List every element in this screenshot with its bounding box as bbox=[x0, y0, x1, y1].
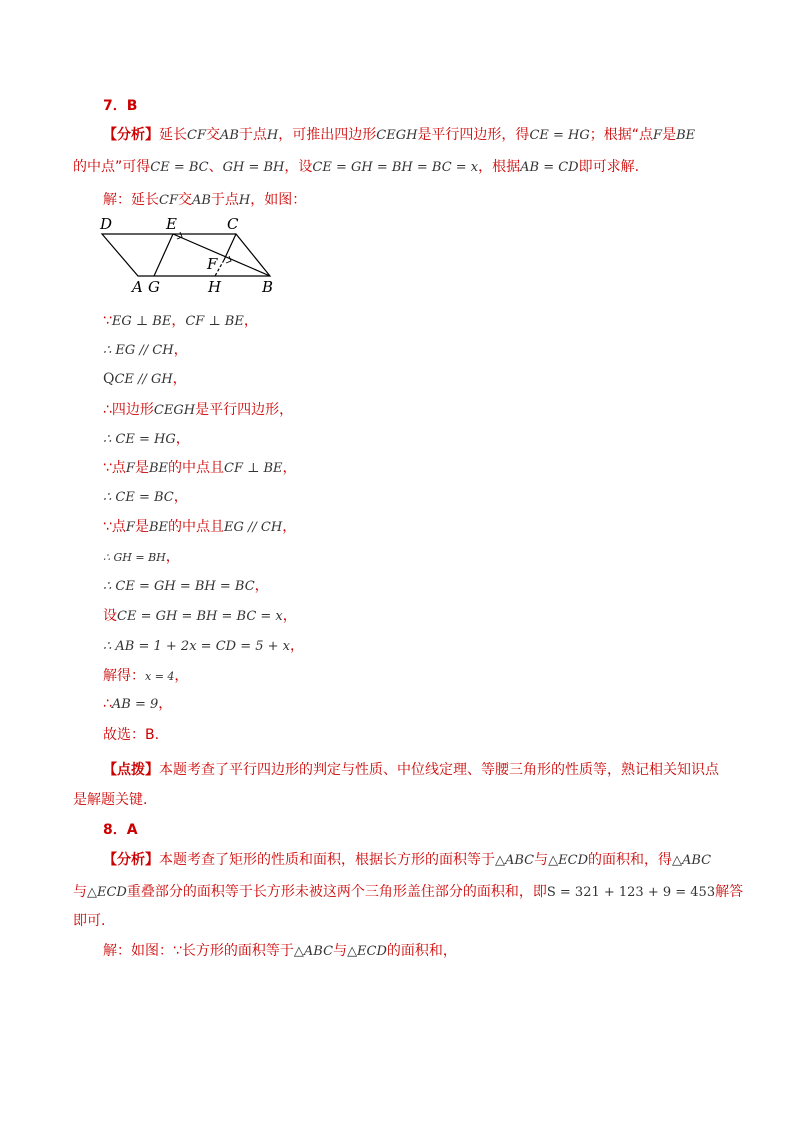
label-g: G bbox=[148, 278, 160, 296]
math: CF bbox=[187, 128, 206, 143]
text: 解：如图：∵长方形的面积等于 bbox=[103, 943, 294, 959]
text: ∵点 bbox=[103, 460, 126, 476]
math: △ECD bbox=[347, 944, 387, 959]
q7-comment-line1 bbox=[103, 760, 730, 780]
text: ， bbox=[174, 668, 189, 684]
label-h: H bbox=[208, 278, 222, 296]
math: x = 4 bbox=[145, 670, 175, 683]
text: ， bbox=[171, 313, 186, 329]
text: 是平行四边形，得 bbox=[417, 127, 530, 143]
q7-analysis-line2 bbox=[73, 157, 730, 178]
math: CE = GH = BH = BC = x bbox=[117, 609, 283, 624]
math: BE bbox=[676, 128, 696, 143]
text: 解：延长 bbox=[103, 192, 159, 208]
text: 是平行四边形， bbox=[195, 402, 294, 418]
math: AB = CD bbox=[520, 160, 579, 175]
math: CE // GH bbox=[114, 372, 173, 387]
q7-solution-intro bbox=[103, 190, 730, 211]
text: ， bbox=[282, 608, 297, 624]
q8-analysis-line2 bbox=[73, 882, 744, 903]
text: 即可求解. bbox=[578, 159, 640, 175]
q7-step-3 bbox=[103, 369, 730, 390]
text: 解答 bbox=[715, 884, 744, 900]
math: GH = BH bbox=[222, 160, 285, 175]
q8-solution bbox=[103, 941, 730, 962]
math: F bbox=[125, 520, 135, 535]
math: CEGH bbox=[153, 403, 196, 418]
text: 是 bbox=[134, 519, 149, 535]
text: ， bbox=[158, 696, 173, 712]
text: 与 bbox=[333, 943, 348, 959]
text: ， bbox=[173, 489, 188, 505]
text: ， bbox=[282, 519, 297, 535]
math: CF ⊥ BE bbox=[185, 314, 244, 329]
math: ∴ EG // CH bbox=[103, 343, 174, 358]
text: 是 bbox=[134, 460, 149, 476]
math: CF ⊥ BE bbox=[224, 461, 283, 476]
text: ∵ bbox=[103, 313, 112, 329]
math: BE bbox=[148, 520, 168, 535]
math: F bbox=[125, 461, 135, 476]
math: CE = GH = BH = BC = x bbox=[312, 160, 479, 175]
label-b: B bbox=[262, 278, 274, 296]
math: AB = 9 bbox=[111, 697, 159, 712]
math: ∴ CE = HG bbox=[103, 432, 176, 447]
math: ∴ AB = 1 + 2x = CD = 5 + x bbox=[103, 639, 290, 654]
text: 于点 bbox=[238, 127, 267, 143]
segment-eg bbox=[154, 234, 173, 276]
q8-analysis-line3: 即可. bbox=[73, 913, 106, 929]
text: 的中点”可得 bbox=[73, 159, 151, 175]
q7-step-5 bbox=[103, 429, 730, 450]
math: △ECD bbox=[548, 853, 588, 868]
analysis-tag: 【分析】 bbox=[103, 852, 159, 868]
text: ， bbox=[243, 313, 258, 329]
label-a: A bbox=[132, 278, 143, 296]
text: 解得： bbox=[103, 668, 145, 684]
text: ；根据“点 bbox=[589, 127, 654, 143]
text: ，根据 bbox=[478, 159, 521, 175]
math: △ABC bbox=[495, 853, 535, 868]
text: ， bbox=[175, 431, 190, 447]
math: H bbox=[266, 128, 279, 143]
math: AB bbox=[219, 128, 239, 143]
text: ∵点 bbox=[103, 519, 126, 535]
text: Q bbox=[103, 371, 115, 387]
math: BE bbox=[148, 461, 168, 476]
math: CF bbox=[159, 193, 178, 208]
q7-step-12 bbox=[103, 636, 730, 657]
math: H bbox=[238, 193, 251, 208]
text: 交 bbox=[177, 192, 192, 208]
q8-title: 8．A bbox=[103, 822, 138, 838]
q7-step-6 bbox=[103, 458, 730, 479]
math: △ECD bbox=[87, 885, 127, 900]
text: 本题考查了平行四边形的判定与性质、中位线定理、等腰三角形的性质等，熟记相关知识点 bbox=[159, 762, 719, 778]
q7-choice: 故选：B. bbox=[103, 727, 160, 743]
text: 的中点且 bbox=[168, 460, 224, 476]
q7-step-4 bbox=[103, 400, 730, 421]
q7-step-2 bbox=[103, 340, 730, 361]
math: EG ⊥ BE bbox=[111, 314, 172, 329]
segment-cf bbox=[224, 234, 236, 260]
text: 与 bbox=[534, 852, 549, 868]
analysis-tag: 【分析】 bbox=[103, 127, 159, 143]
label-d: D bbox=[100, 215, 113, 233]
q7-step-8 bbox=[103, 517, 730, 538]
q7-title: 7．B bbox=[103, 98, 138, 114]
text: 的面积和， bbox=[386, 943, 457, 959]
text: ， bbox=[165, 549, 180, 565]
math: CE = HG bbox=[529, 128, 590, 143]
math: F bbox=[653, 128, 663, 143]
math: △ABC bbox=[293, 944, 334, 959]
q7-step-10 bbox=[103, 576, 730, 597]
q7-step-14 bbox=[103, 694, 730, 715]
math: ∴ CE = BC bbox=[103, 490, 174, 505]
parallelogram-figure bbox=[96, 212, 286, 298]
segment-eb bbox=[173, 234, 270, 276]
parallelogram-abcd bbox=[102, 234, 270, 276]
math: CE = BC bbox=[150, 160, 209, 175]
math: AB bbox=[191, 193, 211, 208]
math: ∴ GH = BH bbox=[103, 551, 166, 564]
label-e: E bbox=[166, 215, 177, 233]
math: S = 321 + 123 + 9 = 453 bbox=[546, 885, 716, 900]
text: ， bbox=[173, 342, 188, 358]
text: 是 bbox=[662, 127, 677, 143]
text: 设 bbox=[103, 608, 117, 624]
text: 、 bbox=[208, 159, 223, 175]
text: 于点 bbox=[210, 192, 239, 208]
text: ， bbox=[172, 371, 187, 387]
text: ∴四边形 bbox=[103, 402, 154, 418]
text: ， bbox=[289, 638, 304, 654]
q7-step-11 bbox=[103, 606, 730, 627]
text: 的面积和，得 bbox=[588, 852, 672, 868]
math: EG // CH bbox=[224, 520, 283, 535]
text: 重叠部分的面积等于长方形未被这两个三角形盖住部分的面积和，即 bbox=[126, 884, 547, 900]
text: ，设 bbox=[284, 159, 313, 175]
q7-step-1 bbox=[103, 311, 730, 332]
q7-step-13 bbox=[103, 666, 730, 687]
label-c: C bbox=[227, 215, 239, 233]
text: ， bbox=[282, 460, 297, 476]
text: 的中点且 bbox=[168, 519, 224, 535]
math: ∴ CE = GH = BH = BC bbox=[103, 579, 255, 594]
text: ， bbox=[254, 578, 269, 594]
text: ∴ bbox=[103, 696, 112, 712]
text: 交 bbox=[205, 127, 220, 143]
comment-tag: 【点拨】 bbox=[103, 762, 159, 778]
q7-analysis-line1 bbox=[103, 125, 730, 146]
q7-step-9 bbox=[103, 547, 730, 568]
label-f: F bbox=[207, 255, 218, 273]
text: 延长 bbox=[159, 127, 187, 143]
math: CEGH bbox=[376, 128, 418, 143]
text: 与 bbox=[73, 884, 87, 900]
q8-analysis-line1 bbox=[103, 850, 730, 871]
text: ，可推出四边形 bbox=[278, 127, 377, 143]
math: △ABC bbox=[672, 853, 712, 868]
text: 本题考查了矩形的性质和面积，根据长方形的面积等于 bbox=[159, 852, 495, 868]
q7-step-7 bbox=[103, 487, 730, 508]
q7-comment-line2: 是解题关键. bbox=[73, 792, 148, 808]
text: ，如图： bbox=[250, 192, 307, 208]
